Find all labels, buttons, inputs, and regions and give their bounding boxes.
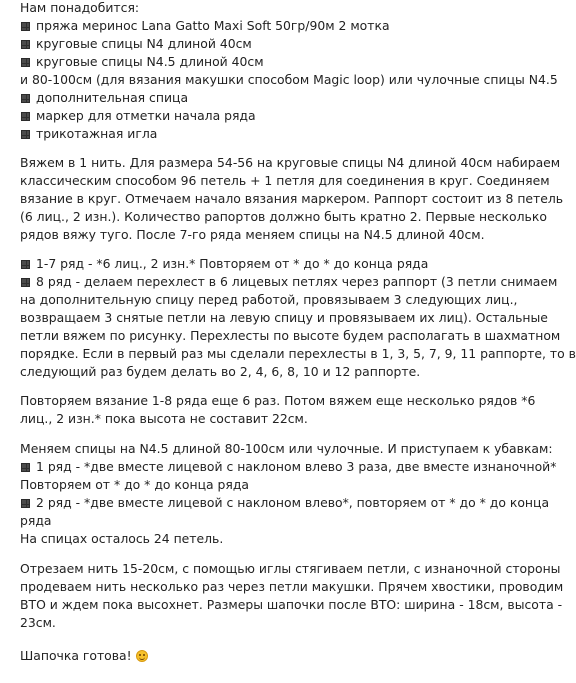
paragraph-line: вязание в круг. Отмечаем начало вязания маркером. Раппорт состоит из 8 петель — [20, 191, 564, 206]
material-item: дополнительная спица — [21, 89, 188, 107]
pattern-item: 1-7 ряд - *6 лиц., 2 изн.* Повторяем от * до * до конца ряда — [21, 255, 428, 273]
paragraph-line: ВТО и ждем пока высохнет. Размеры шапочки после ВТО: ширина - 18см, высота - — [20, 597, 563, 612]
paragraph-line: классическим способом 96 петель + 1 петля для соединения в круг. Соединяем — [20, 173, 550, 188]
paragraph-line: возвращаем 3 снятые петли на левую спицу и провязываем их лиц). Остальные — [20, 310, 548, 325]
bullet-icon — [21, 499, 30, 508]
material-item: трикотажная игла — [21, 125, 157, 143]
decrease-item: 1 ряд - *две вместе лицевой с наклоном влево 3 раза, две вместе изнаночной* — [21, 458, 556, 476]
paragraph-line: порядке. Если в первый раз мы сделали перехлесты в 1, 3, 5, 7, 9, 11 раппорте, то в — [20, 346, 576, 361]
paragraph-line: следующий раз будем делать во 2, 4, 6, 8, 10 и 12 раппорте. — [20, 364, 421, 379]
paragraph-line: 23см. — [20, 615, 56, 630]
bullet-icon — [21, 278, 30, 287]
winking-smile-icon — [136, 650, 148, 662]
bullet-icon — [21, 112, 30, 121]
paragraph-line: (6 лиц., 2 изн.). Количество рапортов должно быть кратно 2. Первые несколько — [20, 209, 547, 224]
bullet-icon — [21, 260, 30, 269]
bullet-icon — [21, 94, 30, 103]
material-item: круговые спицы N4.5 длиной 40см — [21, 53, 264, 71]
paragraph-line: петли вяжем по рисунку. Перехлесты по высоте будем располагать в шахматном — [20, 328, 561, 343]
paragraph-line: Меняем спицы на N4.5 длиной 80-100см или чулочные. И приступаем к убавкам: — [20, 441, 553, 456]
paragraph-line: Вяжем в 1 нить. Для размера 54-56 на круговые спицы N4 длиной 40см набираем — [20, 155, 561, 170]
paragraph-line: На спицах осталось 24 петель. — [20, 531, 224, 546]
paragraph-line: ряда — [20, 513, 52, 528]
material-item: маркер для отметки начала ряда — [21, 107, 256, 125]
paragraph-line: Повторяем от * до * до конца ряда — [20, 477, 250, 492]
bullet-icon — [21, 22, 30, 31]
materials-note: и 80-100см (для вязания макушки способом Magic loop) или чулочные спицы N4.5 — [20, 72, 558, 87]
bullet-icon — [21, 463, 30, 472]
paragraph-line: рядов вяжу туго. После 7-го ряда меняем спицы на N4.5 длиной 40см. — [20, 227, 485, 242]
final-line: Шапочка готова! — [20, 647, 148, 665]
paragraph-line: продеваем нить несколько раз через петли макушки. Прячем хвостики, проводим — [20, 579, 564, 594]
paragraph-line: на дополнительную спицу перед работой, провязываем 3 следующих лиц., — [20, 292, 518, 307]
pattern-item: 8 ряд - делаем перехлест в 6 лицевых петлях через раппорт (3 петли снимаем — [21, 273, 557, 291]
paragraph-line: лиц., 2 изн.* пока высота не составит 22см. — [20, 411, 308, 426]
paragraph-line: Отрезаем нить 15-20см, с помощью иглы стягиваем петли, с изнаночной стороны — [20, 561, 561, 576]
paragraph-line: Повторяем вязание 1-8 ряда еще 6 раз. Потом вяжем еще несколько рядов *6 — [20, 393, 536, 408]
material-item: пряжа меринос Lana Gatto Maxi Soft 50гр/90м 2 мотка — [21, 17, 390, 35]
bullet-icon — [21, 58, 30, 67]
bullet-icon — [21, 130, 30, 139]
material-item: круговые спицы N4 длиной 40см — [21, 35, 252, 53]
bullet-icon — [21, 40, 30, 49]
decrease-item: 2 ряд - *две вместе лицевой с наклоном влево*, повторяем от * до * до конца — [21, 494, 549, 512]
intro-line: Нам понадобится: — [20, 0, 140, 15]
